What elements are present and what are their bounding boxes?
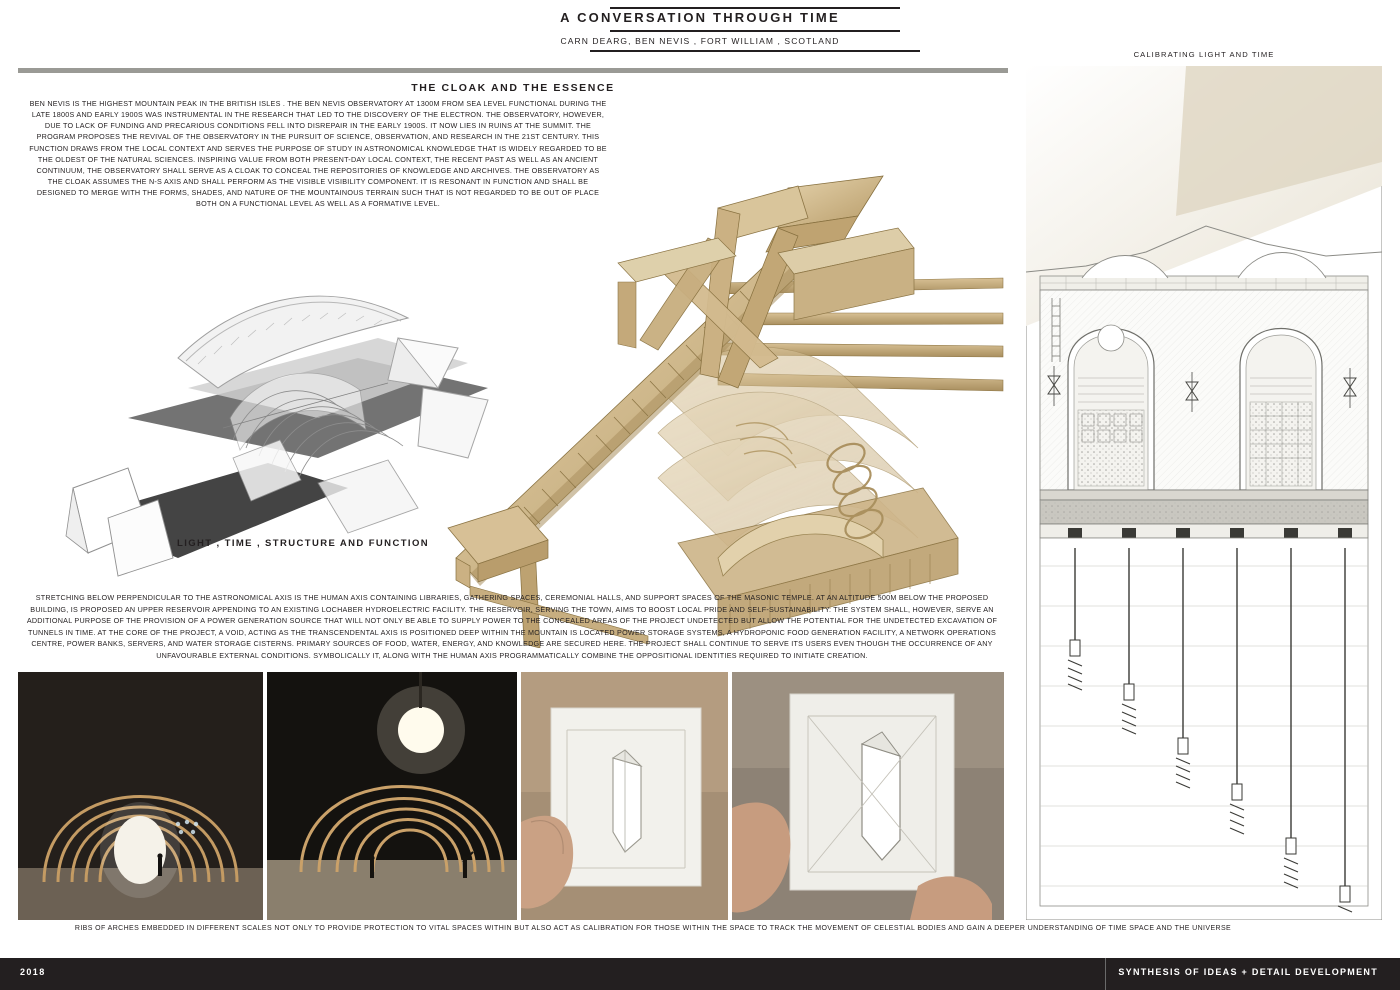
board-subtitle: CARN DEARG, BEN NEVIS , FORT WILLIAM , SCOTLAND xyxy=(560,36,840,46)
footer-divider xyxy=(1105,958,1106,990)
tunnel-arch-model-lit-photo xyxy=(267,672,517,920)
section-body-text: BEN NEVIS IS THE HIGHEST MOUNTAIN PEAK IN THE BRITISH ISLES . THE BEN NEVIS OBSERVATORY AT 1300M FROM SEA LEVEL FUNCTIONAL DURING THE LATE 1800S AND EARLY 1900S WAS INSTRUMENTAL IN THE RESEARCH THAT LED TO THE DISCOVERY OF THE ELECTRON. THE OBSERVATORY, HOWEVER, DUE TO LACK OF FUNDING AND PRECARIOUS CONDITIONS FELL INTO DISREPAIR IN THE EARLY 1900S. IT NOW LIES IN RUINS AT THE SUMMIT. THE PROGRAM PROPOSES THE REVIVAL OF THE OBSERVATORY IN THE PURSUIT OF SCIENCE, OBSERVATION, AND RESEARCH IN THE 21ST CENTURY. THIS FUNCTION DRAWS FROM THE LOCAL CONTEXT AND SERVES THE PURPOSE OF STUDY IN ASTRONOMICAL KNOWLEDGE THAT IS WIDELY REGARDED TO BE THE OLDEST OF THE NATURAL SCIENCES. INSPIRING VALUE FROM BOTH PRESENT-DAY LOCAL CONTEXT, THE RECENT PAST AS WELL AS AN ANCIENT CONTINUUM, THE OBSERVATORY SHALL SERVE AS A CLOAK TO CONCEAL THE REPOSITORIES OF KNOWLEDGE AND ARCHIVES. THE OBSERVATORY AS THE CLOAK ASSUMES THE N-S AXIS AND SHALL PERFORM AS THE VISIBLE VISIBILITY COMPONENT. IT IS RESONANT IN FUNCTION AND SHALL BE DESIGNED TO MERGE WITH THE FORMS, SHADES, AND NATURE OF THE MOUNTAINOUS TERRAIN SUCH THAT IS NOT REGARDED TO BE OUT OF PLACE BOTH ON A FUNCTIONAL LEVEL AS WELL AS A FORMATIVE LEVEL. xyxy=(29,99,607,209)
panel-divider-bar xyxy=(18,68,1008,73)
photo-strip-caption: RIBS OF ARCHES EMBEDDED IN DIFFERENT SCALES NOT ONLY TO PROVIDE PROTECTION TO VITAL SPACES WITHIN BUT ALSO ACT AS CALIBRATION FOR THOSE WITHIN THE SPACE TO TRACK THE MOVEMENT OF CELESTIAL BODIES AND GAIN A DEEPER UNDERSTANDING OF TIME SPACE AND THE UNIVERSE xyxy=(74,925,1232,932)
section-title-cloak-essence: THE CLOAK AND THE ESSENCE xyxy=(411,82,615,94)
photo-strip xyxy=(18,672,1006,920)
footer-section-label: SYNTHESIS OF IDEAS + DETAIL DEVELOPMENT xyxy=(1118,967,1378,977)
paper-model-hand-photo-2 xyxy=(732,672,1004,920)
board-title: A CONVERSATION THROUGH TIME xyxy=(560,10,840,25)
axonometric-drawing xyxy=(18,88,1008,648)
paper-model-hand-photo-1 xyxy=(521,672,728,920)
right-panel-title: CALIBRATING LIGHT AND TIME xyxy=(1133,50,1275,59)
caption-light-time-structure: LIGHT , TIME , STRUCTURE AND FUNCTION xyxy=(177,538,429,549)
gold-assembly-drawing xyxy=(448,176,1003,648)
section-drawing xyxy=(1026,66,1382,920)
footer-year: 2018 xyxy=(20,967,46,977)
header-rule-middle xyxy=(610,30,900,32)
left-panel xyxy=(18,68,1008,646)
massing-study-left xyxy=(66,296,488,576)
tunnel-arch-interior-photo xyxy=(18,672,263,920)
header-rule-bottom xyxy=(590,50,920,52)
middle-body-text: STRETCHING BELOW PERPENDICULAR TO THE ASTRONOMICAL AXIS IS THE HUMAN AXIS CONTAINING LIBRARIES, GATHERING SPACES, CEREMONIAL HALLS, AND SUPPORT SPACES OF THE MASONIC TEMPLE. AT AN ALTITUDE 500M BELOW THE PROPOSED BUILDING, IS PROPOSED AN UPPER RESERVOIR APPENDING TO AN EXISTING LOCHABER HYDROELECTRIC FACILITY. THE RESERVOIR, SERVING THE TOWN, AIMS TO BOOST LOCAL PRIDE AND SELF-SUSTAINABILITY. THE SYSTEM SHALL, HOWEVER, SERVE AN ADDITIONAL PURPOSE OF THE PROVISION OF A POWER GENERATION SOURCE THAT WILL NOT ONLY BE ABLE TO SUPPLY POWER TO THE CONCEALED AREAS OF THE PROJECT UNDETECTED BUT ALLOW THE POTENTIAL FOR THE UNDETECTED EXCAVATION OF TUNNELS IN TIME. AT THE CORE OF THE PROJECT, A VOID, ACTING AS THE TRANSCENDENTAL AXIS IS POSITIONED DEEP WITHIN THE MOUNTAIN IS LOCATED POWER STORAGE SYSTEMS, A HYDROPONIC FOOD GENERATION FACILITY, A NETWORK OPERATIONS CENTRE, POWER BANKS, SERVERS, AND WATER STORAGE CISTERNS. PRIMARY SOURCES OF FOOD, WATER, ENERGY, AND KNOWLEDGE ARE SECURED HERE. THE PROJECT SHALL CONTINUE TO SERVE ITS USERS EVEN THOUGH THE OCCURRENCE OF ANY UNFAVOURABLE EXTERNAL CONDITIONS. SYMBOLICALLY IT, ALONG WITH THE HUMAN AXIS PROGRAMMATICALLY COMBINE THE OPPOSITIONAL IDENTITIES REQUIRED TO INITIATE CREATION. xyxy=(26,593,998,660)
header-rule-top xyxy=(610,7,900,9)
right-panel xyxy=(1026,50,1382,920)
board-footer xyxy=(0,958,1400,990)
